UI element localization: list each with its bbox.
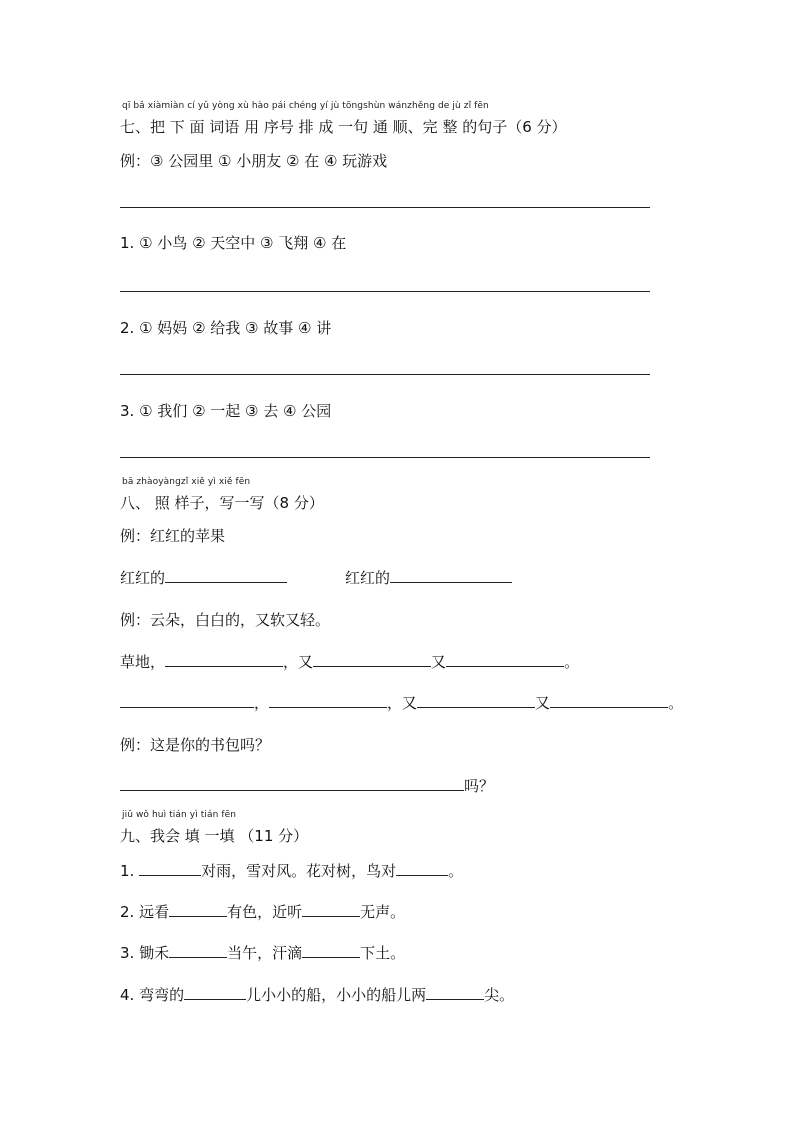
blank-fill3-d[interactable]: [550, 693, 668, 708]
fill1-left-label: 红红的: [120, 569, 166, 587]
section7-item-2: 2. ① 妈妈 ② 给我 ③ 故事 ④ 讲: [120, 319, 332, 337]
fill-row-3: [120, 692, 683, 713]
fill2-start: 草地，: [120, 653, 166, 671]
section7-pinyin: qī bǎ xiàmiàn cí yǔ yòng xù hào pái chéng yí jù tōngshùn wánzhěng de jù zǐ fēn: [122, 101, 489, 111]
q3-text-b: 当午，汗滴: [227, 944, 303, 962]
section9-pinyin: jiǔ wǒ huì tián yì tián fēn: [122, 810, 237, 820]
answer-line-7-3[interactable]: [120, 457, 650, 458]
fill1-right-label: 红红的: [345, 569, 391, 587]
section9-title: 九、我会 填 一填 （11 分）: [120, 827, 309, 845]
answer-line-7-example[interactable]: [120, 207, 650, 208]
section8-pinyin: bā zhàoyàngzǐ xiě yì xiě fēn: [122, 477, 251, 487]
q3-end: 下土。: [360, 944, 406, 962]
fill3-period: 。: [668, 694, 684, 712]
q2-number: 2.: [120, 903, 135, 921]
blank-fill2-c[interactable]: [446, 652, 564, 667]
q3-row: [120, 942, 405, 963]
fill3-you-1: 又: [402, 694, 418, 712]
q1-end: 。: [448, 862, 464, 880]
q2-end: 无声。: [360, 903, 406, 921]
fill-row-1-right: [345, 567, 512, 588]
blank-q4-a[interactable]: [184, 985, 246, 1000]
blank-fill3-c[interactable]: [417, 693, 535, 708]
fill3-you-2: 又: [535, 694, 551, 712]
fill4-end: 吗？: [464, 777, 495, 795]
section8-example-2: 例：云朵，白白的，又软又轻。: [120, 611, 331, 629]
blank-fill3-b[interactable]: [269, 693, 387, 708]
blank-q1-a[interactable]: [139, 861, 201, 876]
blank-fill1-left[interactable]: [165, 568, 287, 583]
blank-fill2-b[interactable]: [313, 652, 431, 667]
blank-q3-a[interactable]: [169, 943, 227, 958]
blank-fill3-a[interactable]: [120, 693, 254, 708]
fill2-you-2: 又: [431, 653, 447, 671]
fill-row-2: [120, 651, 579, 672]
section8-example-3: 例：这是你的书包吗？: [120, 736, 271, 754]
q4-end: 尖。: [484, 986, 515, 1004]
blank-q1-b[interactable]: [396, 861, 448, 876]
q1-row: [120, 860, 463, 881]
fill2-you-1: 又: [298, 653, 314, 671]
q4-text-a: 弯弯的: [139, 986, 185, 1004]
q3-number: 3.: [120, 944, 135, 962]
blank-q2-b[interactable]: [302, 902, 360, 917]
answer-line-7-2[interactable]: [120, 374, 650, 375]
q2-text-b: 有色，近听: [227, 903, 303, 921]
fill2-comma: ，: [283, 653, 299, 671]
q1-text-a: 对雨，雪对风。花对树，鸟对: [201, 862, 397, 880]
q2-text-a: 远看: [139, 903, 170, 921]
q4-text-b: 儿小小的船，小小的船儿两: [246, 986, 427, 1004]
section7-example: 例：③ 公园里 ① 小朋友 ② 在 ④ 玩游戏: [120, 152, 388, 170]
fill3-comma-2: ，: [387, 694, 403, 712]
blank-q3-b[interactable]: [302, 943, 360, 958]
section8-example-1: 例：红红的苹果: [120, 527, 226, 545]
q3-text-a: 锄禾: [139, 944, 170, 962]
q1-number: 1.: [120, 862, 135, 880]
q2-row: [120, 901, 405, 922]
blank-q2-a[interactable]: [169, 902, 227, 917]
q4-number: 4.: [120, 986, 135, 1004]
fill-row-4: [120, 775, 494, 796]
section7-title: 七、把 下 面 词语 用 序号 排 成 一句 通 顺、完 整 的句子（6 分）: [120, 118, 567, 136]
section8-title: 八、 照 样子，写一写（8 分）: [120, 494, 324, 512]
blank-fill4[interactable]: [120, 776, 464, 791]
blank-fill2-a[interactable]: [165, 652, 283, 667]
section7-item-3: 3. ① 我们 ② 一起 ③ 去 ④ 公园: [120, 402, 332, 420]
blank-fill1-right[interactable]: [390, 568, 512, 583]
fill2-period: 。: [564, 653, 580, 671]
fill-row-1: [120, 567, 287, 588]
answer-line-7-1[interactable]: [120, 291, 650, 292]
q4-row: [120, 984, 514, 1005]
section7-item-1: 1. ① 小鸟 ② 天空中 ③ 飞翔 ④ 在: [120, 234, 347, 252]
fill3-comma-1: ，: [254, 694, 270, 712]
blank-q4-b[interactable]: [426, 985, 484, 1000]
